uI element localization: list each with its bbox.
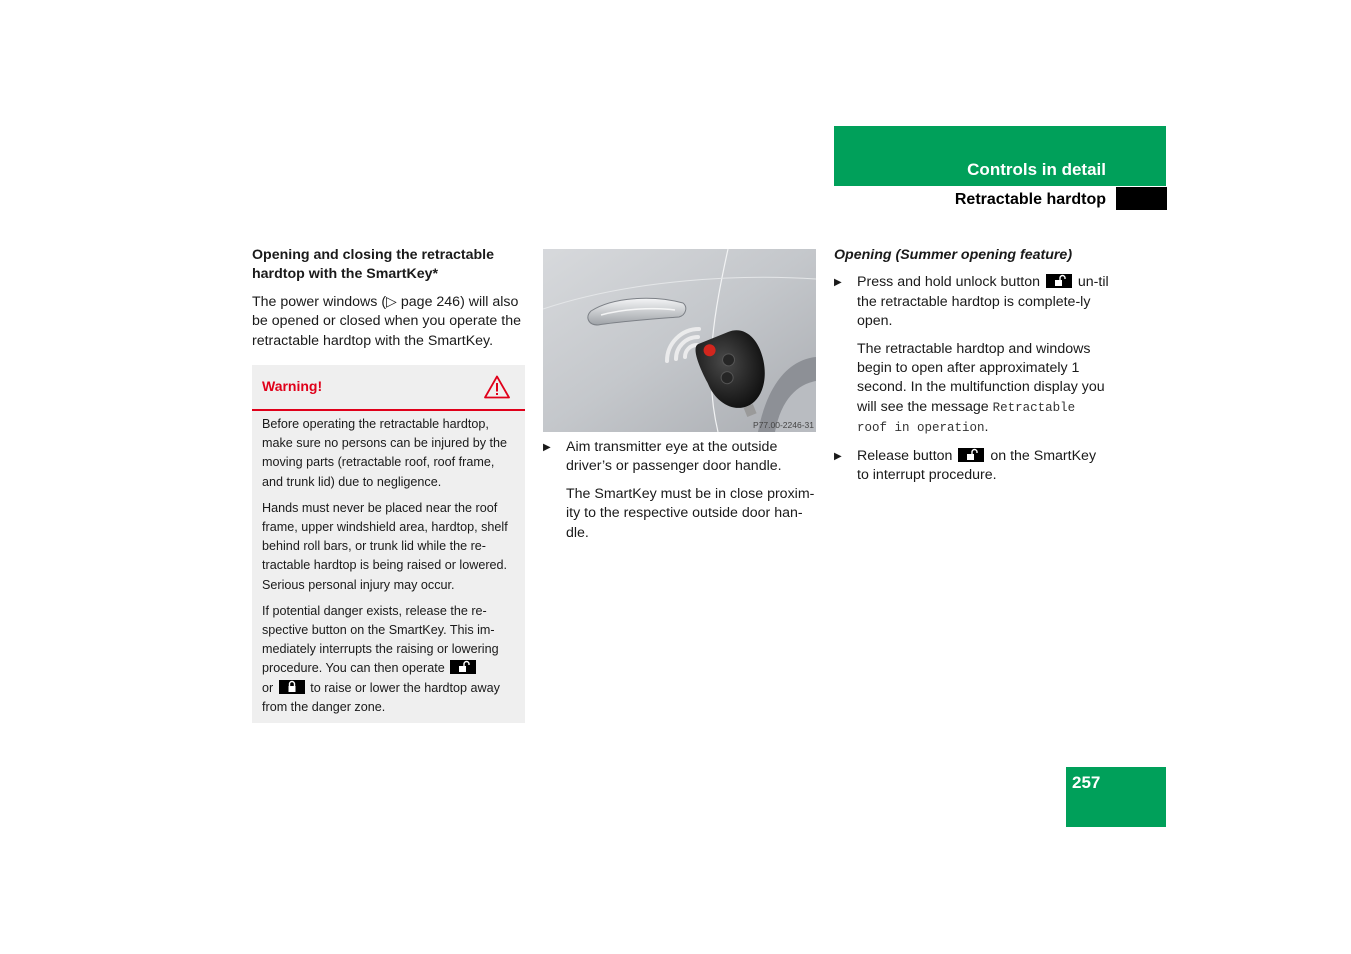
step-text: Press and hold unlock button: [857, 274, 1040, 291]
step-text: Aim transmitter eye at the outside driver’s or passenger door handle.: [566, 439, 782, 475]
unlock-button-icon: [1046, 274, 1072, 288]
section-title: Controls in detail: [967, 160, 1106, 179]
warning-triangle-icon: [484, 375, 510, 399]
bullet-arrow-icon: ▶: [834, 450, 842, 462]
warning-title: Warning!: [262, 378, 323, 394]
smartkey-door-photo: [543, 249, 816, 432]
note-text: .: [984, 419, 989, 436]
display-message: Retractable roof in operation: [857, 400, 1076, 436]
page-number: 257: [1072, 773, 1101, 792]
warning-divider: [252, 409, 525, 411]
subsection-title: Retractable hardtop: [954, 191, 1106, 208]
warning-text: or: [262, 680, 274, 695]
middle-column: [543, 438, 818, 543]
warning-paragraph: Hands must never be placed near the roof frame, upper windshield area, hardtop, shelf behind roll bars, or trunk lid while the re-tractable hardtop is being raised or lowered. Serious personal injury may occur.: [262, 500, 508, 592]
unlock-button-icon: [958, 448, 984, 462]
intro-paragraph: The power windows (▷ page 246) will also be opened or closed when you operate the retractable hardtop with the SmartKey.: [252, 293, 521, 349]
instruction-step: [834, 447, 1109, 486]
page-number-box: [1066, 767, 1166, 827]
subheading: Opening (Summer opening feature): [834, 247, 1073, 263]
door-handle-illustration: [543, 249, 816, 432]
note-text: The retractable hardtop and windows begin to open after approximately 1 second. In the multifunction display you will see the message: [857, 340, 1105, 415]
warning-box: [252, 365, 525, 723]
instruction-step: [543, 438, 818, 477]
section-heading: Opening and closing the retractable hardtop with the SmartKey*: [252, 247, 495, 283]
right-column: [834, 246, 1109, 485]
warning-text: If potential danger exists, release the re-spective button on the SmartKey. This im-mediately interrupts the raising or lowering procedure. You can then operate: [262, 603, 499, 676]
warning-body: [262, 415, 518, 724]
step-note: The SmartKey must be in close proxim-ity to the respective outside door han-dle.: [566, 485, 815, 541]
warning-paragraph: Before operating the retractable hardtop, make sure no persons can be injured by the moving parts (retractable roof, roof frame, and trunk lid) due to negligence.: [262, 417, 508, 489]
unlock-button-icon: [450, 660, 476, 674]
bullet-arrow-icon: ▶: [543, 442, 551, 453]
step-text: un-til the retractable hardtop is complete-ly open.: [857, 274, 1109, 330]
warning-text: to raise or lower the hardtop away from the danger zone.: [262, 680, 500, 714]
step-text: Release button: [857, 447, 953, 464]
bullet-arrow-icon: ▶: [834, 277, 842, 289]
photo-reference-code: P77.00-2246-31: [753, 420, 814, 430]
left-column: [252, 246, 525, 351]
lock-button-icon: [279, 680, 305, 694]
step-note: [834, 340, 1109, 439]
warning-paragraph: [262, 602, 518, 717]
instruction-step: [834, 273, 1109, 331]
step-text: on the SmartKey to interrupt procedure.: [857, 447, 1097, 484]
header-black-tab: [1116, 187, 1167, 210]
